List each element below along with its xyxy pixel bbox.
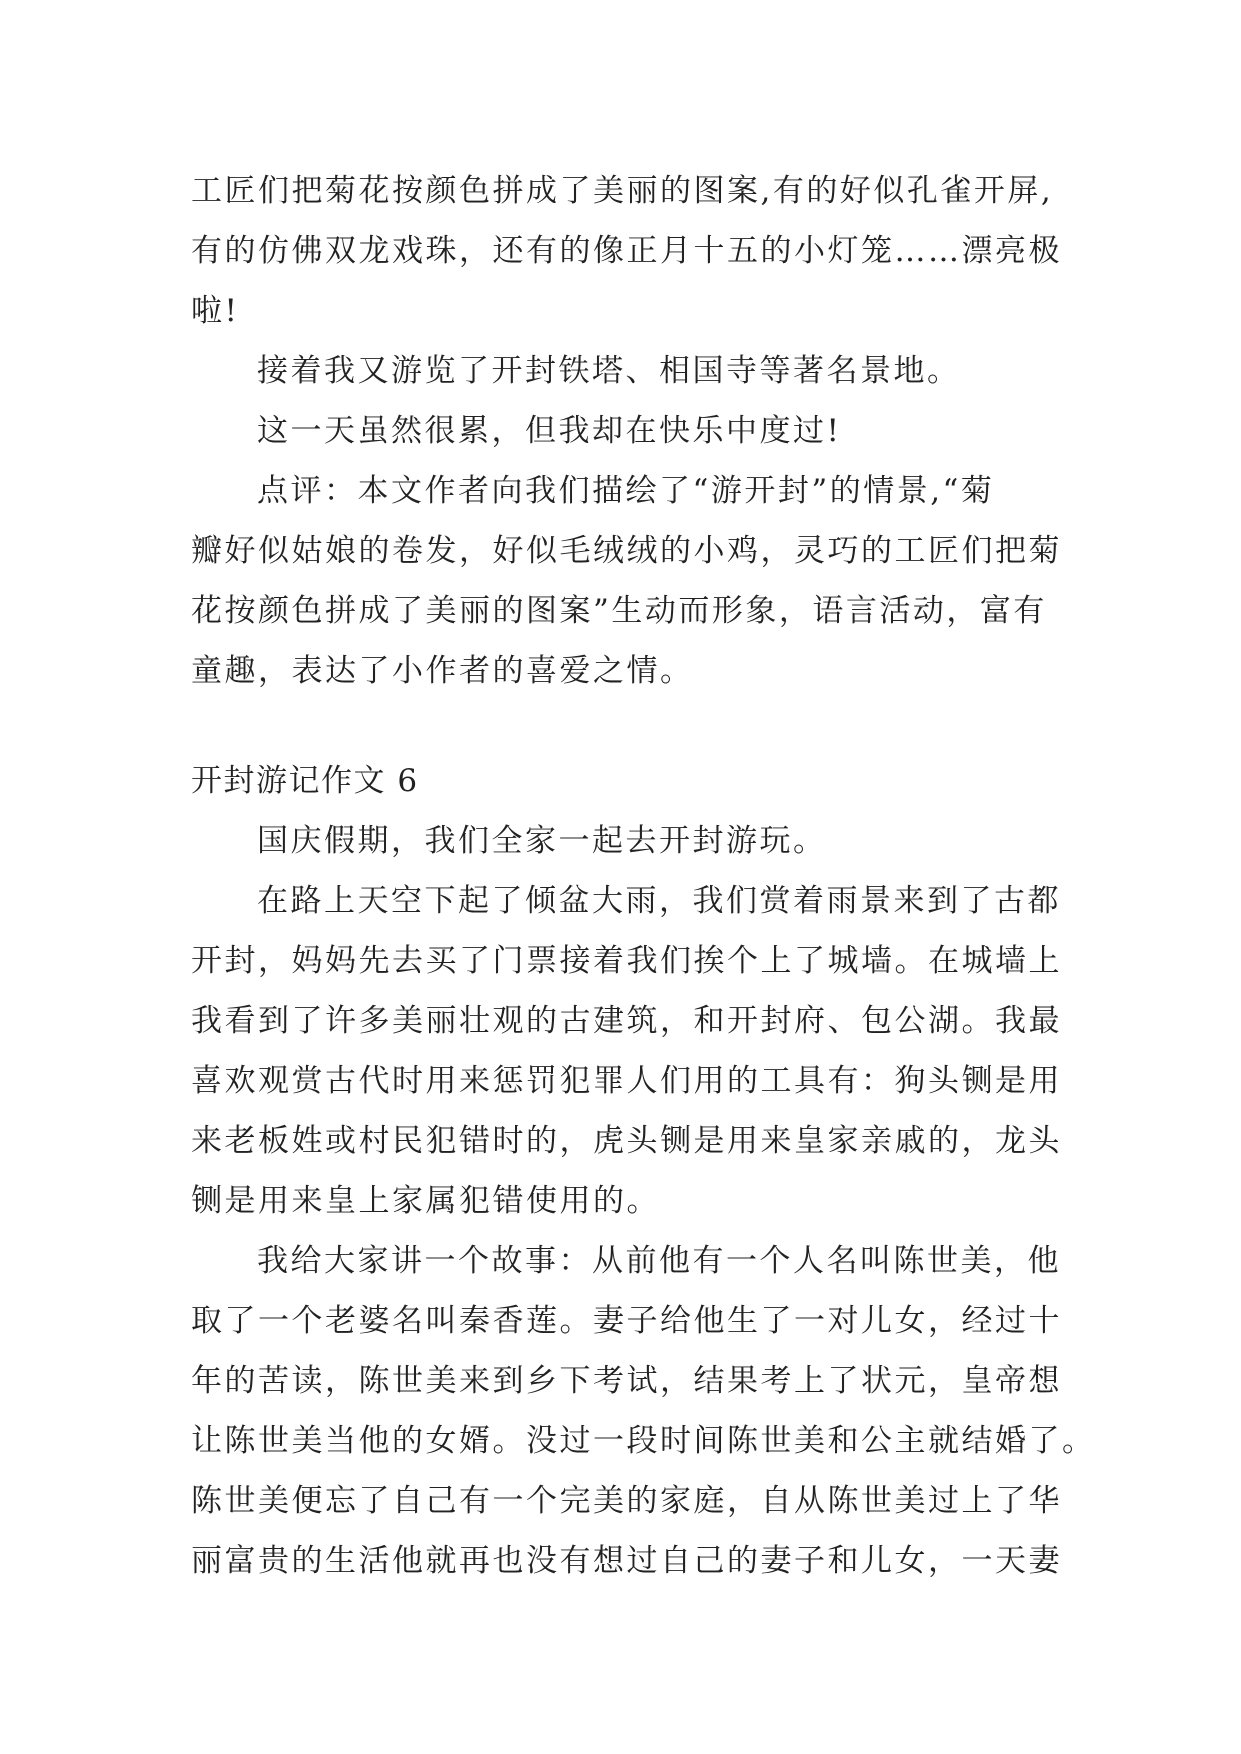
text-line: 国庆假期，我们全家一起去开封游玩。 [257, 823, 827, 859]
text-line: 我给大家讲一个故事：从前他有一个人名叫陈世美，他 [257, 1243, 1061, 1279]
paragraph [191, 1231, 1096, 1591]
text-line: 让陈世美当他的女婿。没过一段时间陈世美和公主就结婚了。 [191, 1423, 1096, 1459]
text-line: 工匠们把菊花按颜色拼成了美丽的图案,有的好似孔雀开屏, [191, 173, 1054, 209]
text-line: 点评：本文作者向我们描绘了“游开封”的情景,“菊 [257, 473, 995, 509]
paragraph [191, 401, 1081, 461]
paragraph [191, 341, 1081, 401]
paragraph [191, 871, 1081, 1231]
text-line: 童趣，表达了小作者的喜爱之情。 [191, 653, 694, 689]
section-gap [191, 701, 1081, 751]
text-line: 有的仿佛双龙戏珠，还有的像正月十五的小灯笼……漂亮极 [191, 233, 1062, 269]
text-line: 我看到了许多美丽壮观的古建筑，和开封府、包公湖。我最 [191, 1003, 1062, 1039]
text-line: 瓣好似姑娘的卷发，好似毛绒绒的小鸡，灵巧的工匠们把菊 [191, 533, 1062, 569]
text-line: 接着我又游览了开封铁塔、相国寺等著名景地。 [257, 353, 961, 389]
paragraph-continued [191, 161, 1081, 341]
section-title: 开封游记作文 6 [191, 763, 419, 799]
comment-paragraph [191, 461, 1081, 701]
text-line: 丽富贵的生活他就再也没有想过自己的妻子和儿女，一天妻 [191, 1543, 1062, 1579]
text-line: 来老板姓或村民犯错时的，虎头铡是用来皇家亲戚的，龙头 [191, 1123, 1062, 1159]
text-line: 啦! [191, 293, 240, 329]
text-line: 喜欢观赏古代时用来惩罚犯罪人们用的工具有：狗头铡是用 [191, 1063, 1062, 1099]
text-line: 这一天虽然很累，但我却在快乐中度过! [257, 413, 842, 449]
text-line: 年的苦读，陈世美来到乡下考试，结果考上了状元，皇帝想 [191, 1363, 1062, 1399]
text-line: 陈世美便忘了自己有一个完美的家庭，自从陈世美过上了华 [191, 1483, 1062, 1519]
paragraph [191, 811, 1081, 871]
text-line: 取了一个老婆名叫秦香莲。妻子给他生了一对儿女，经过十 [191, 1303, 1062, 1339]
text-line: 花按颜色拼成了美丽的图案”生动而形象，语言活动，富有 [191, 593, 1047, 629]
text-line: 开封，妈妈先去买了门票接着我们挨个上了城墙。在城墙上 [191, 943, 1062, 979]
document-body [191, 161, 1096, 1591]
text-line: 在路上天空下起了倾盆大雨，我们赏着雨景来到了古都 [257, 883, 1061, 919]
text-line: 铡是用来皇上家属犯错使用的。 [191, 1183, 660, 1219]
